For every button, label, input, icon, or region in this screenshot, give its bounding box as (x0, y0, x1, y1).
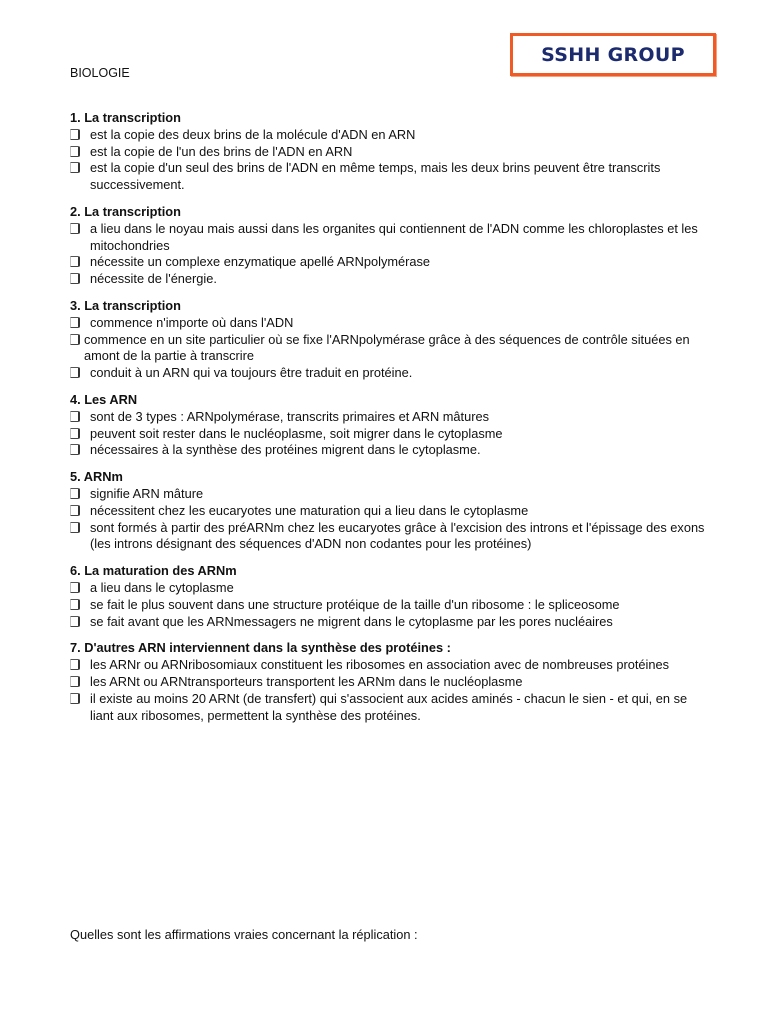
question-title: 4. Les ARN (70, 391, 138, 407)
replication-question: Quelles sont les affirmations vraies concernant la réplication : (70, 927, 418, 942)
option-text: les ARNr ou ARNribosomiaux constituent les ribosomes en association avec de nombreuses protéines (90, 657, 669, 673)
question-7 (70, 640, 710, 724)
checkbox-icon[interactable] (70, 488, 80, 499)
option-text: sont formés à partir des préARNm chez les eucaryotes grâce à l'excision des introns et l'épissage des exons (les introns désignant des séquences d'ADN non codantes pour les protéines) (90, 519, 705, 552)
option-text: peuvent soit rester dans le nucléoplasme, soit migrer dans le cytoplasme (90, 425, 503, 441)
question-title: 2. La transcription (70, 203, 181, 219)
checkbox-icon[interactable] (70, 162, 80, 173)
answer-option[interactable] (70, 426, 710, 443)
question-title: 7. D'autres ARN interviennent dans la synthèse des protéines : (70, 640, 451, 656)
option-text: sont de 3 types : ARNpolymérase, transcrits primaires et ARN mâtures (90, 408, 489, 424)
checkbox-icon[interactable] (70, 146, 80, 157)
question-5 (70, 469, 710, 553)
answer-option[interactable] (70, 271, 710, 288)
option-text: signifie ARN mâture (90, 485, 204, 501)
option-text: nécessite de l'énergie. (90, 271, 217, 287)
answer-option[interactable] (70, 365, 710, 382)
checkbox-icon[interactable] (70, 129, 80, 140)
answer-option[interactable] (70, 127, 710, 144)
option-text: commence n'importe où dans l'ADN (90, 314, 294, 330)
checkbox-icon[interactable] (70, 317, 80, 328)
answer-option[interactable] (70, 409, 710, 426)
option-text: est la copie des deux brins de la molécule d'ADN en ARN (90, 126, 416, 142)
checkbox-icon[interactable] (70, 676, 80, 687)
checkbox-icon[interactable] (70, 505, 80, 516)
answer-option[interactable] (70, 486, 710, 503)
checkbox-icon[interactable] (70, 444, 80, 455)
question-2 (70, 204, 710, 288)
question-title: 6. La maturation des ARNm (70, 563, 237, 579)
checkbox-icon[interactable] (70, 659, 80, 670)
answer-option[interactable] (70, 254, 710, 271)
answer-option[interactable] (70, 144, 710, 161)
checkbox-icon[interactable] (70, 334, 80, 345)
option-text: nécessite un complexe enzymatique apellé ARNpolymérase (90, 254, 431, 270)
checkbox-icon[interactable] (70, 693, 80, 704)
question-title: 5. ARNm (70, 469, 123, 485)
sshh-group-logo (510, 33, 716, 76)
option-text: a lieu dans le cytoplasme (90, 579, 234, 595)
option-text: se fait le plus souvent dans une structure protéique de la taille d'un ribosome : le spliceosome (90, 596, 620, 612)
checkbox-icon[interactable] (70, 411, 80, 422)
answer-option[interactable] (70, 691, 710, 725)
checkbox-icon[interactable] (70, 367, 80, 378)
question-6 (70, 563, 710, 630)
option-text: les ARNt ou ARNtransporteurs transportent les ARNm dans le nucléoplasme (90, 673, 523, 689)
option-text: il existe au moins 20 ARNt (de transfert) qui s'associent aux acides aminés - chacun le sien - et qui, en se liant aux ribosomes, permettent la synthèse des protéines. (90, 690, 688, 723)
checkbox-icon[interactable] (70, 522, 80, 533)
answer-option[interactable] (70, 597, 710, 614)
checkbox-icon[interactable] (70, 616, 80, 627)
question-title: 3. La transcription (70, 297, 181, 313)
answer-option[interactable] (70, 674, 710, 691)
answer-option[interactable] (70, 160, 710, 194)
checkbox-icon[interactable] (70, 256, 80, 267)
option-text: nécessaires à la synthèse des protéines migrent dans le cytoplasme. (90, 442, 481, 458)
answer-option[interactable] (70, 614, 710, 631)
question-title: 1. La transcription (70, 110, 181, 125)
option-text: est la copie d'un seul des brins de l'ADN en même temps, mais les deux brins peuvent être transcrits successivement. (90, 160, 661, 193)
checkbox-icon[interactable] (70, 599, 80, 610)
option-text: est la copie de l'un des brins de l'ADN en ARN (90, 143, 353, 159)
subject-heading: BIOLOGIE (70, 66, 130, 80)
checkbox-icon[interactable] (70, 428, 80, 439)
option-text: a lieu dans le noyau mais aussi dans les organites qui contiennent de l'ADN comme les chloroplastes et les mitochondries (90, 220, 698, 253)
answer-option[interactable] (70, 442, 710, 459)
question-4 (70, 392, 710, 459)
answer-option[interactable] (70, 657, 710, 674)
answer-option[interactable] (70, 221, 710, 255)
option-text: nécessitent chez les eucaryotes une maturation qui a lieu dans le cytoplasme (90, 502, 529, 518)
answer-option[interactable] (70, 332, 710, 366)
option-text: se fait avant que les ARNmessagers ne migrent dans le cytoplasme par les pores nucléaires (90, 613, 613, 629)
logo-text: SSHH GROUP (541, 43, 685, 66)
answer-option[interactable] (70, 315, 710, 332)
quiz-content (70, 110, 710, 734)
checkbox-icon[interactable] (70, 223, 80, 234)
checkbox-icon[interactable] (70, 582, 80, 593)
answer-option[interactable] (70, 580, 710, 597)
answer-option[interactable] (70, 520, 710, 554)
option-text: commence en un site particulier où se fixe l'ARNpolymérase grâce à des séquences de contrôle situées en amont de la partie à transcrire (84, 331, 690, 364)
question-1 (70, 110, 710, 194)
option-text: conduit à un ARN qui va toujours être traduit en protéine. (90, 365, 413, 381)
answer-option[interactable] (70, 503, 710, 520)
question-3 (70, 298, 710, 382)
checkbox-icon[interactable] (70, 273, 80, 284)
